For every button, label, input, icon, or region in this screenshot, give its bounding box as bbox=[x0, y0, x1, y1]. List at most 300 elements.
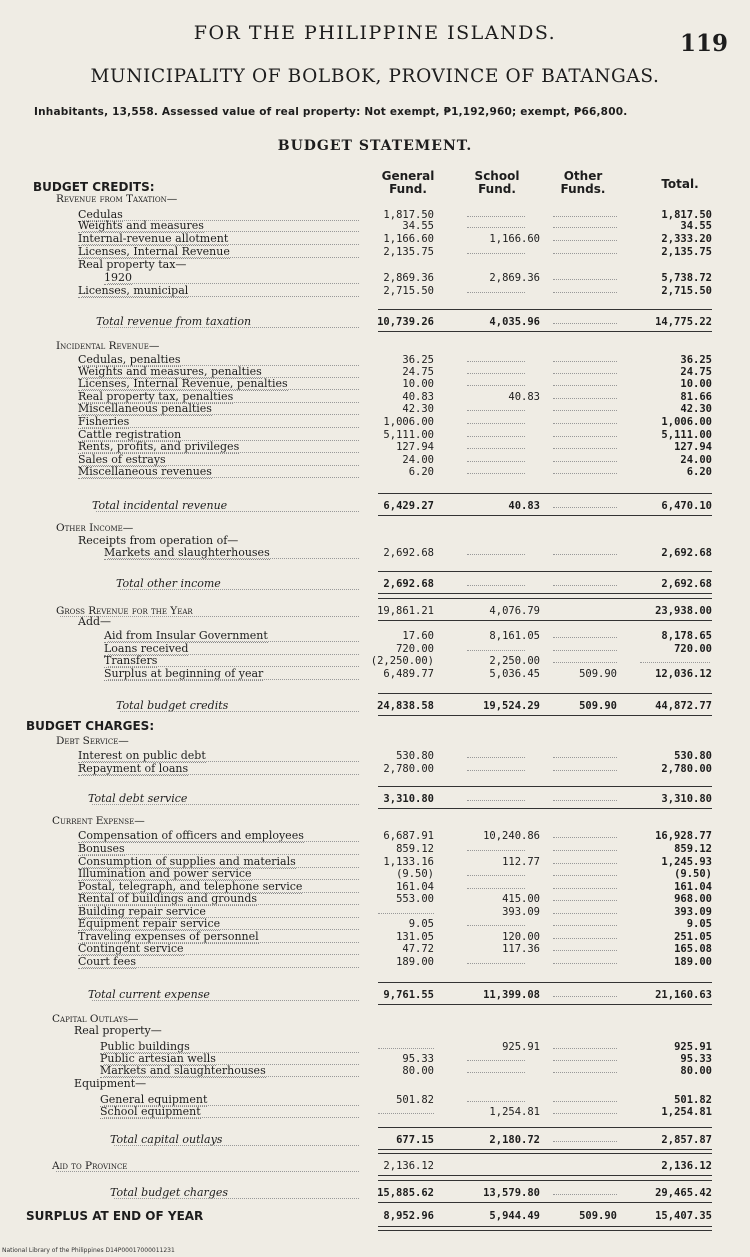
empty-cell-dots bbox=[553, 925, 617, 926]
subtotal-rule bbox=[378, 786, 712, 787]
row-label: Bonuses bbox=[78, 842, 125, 855]
empty-cell-dots bbox=[467, 253, 525, 254]
cell-sch: 2,250.00 bbox=[489, 655, 540, 667]
empty-cell-dots bbox=[467, 800, 525, 801]
row-label: Cattle registration bbox=[78, 428, 182, 441]
empty-cell-dots bbox=[467, 227, 525, 228]
table-row bbox=[0, 259, 750, 271]
cell-gen: 47.72 bbox=[402, 943, 434, 955]
cell-gen: 34.55 bbox=[402, 220, 434, 232]
table-row bbox=[0, 233, 750, 245]
cell-gen: 10,739.26 bbox=[377, 316, 434, 328]
empty-cell-dots bbox=[553, 1072, 617, 1073]
cell-tot: 34.55 bbox=[680, 220, 712, 232]
empty-cell-dots bbox=[467, 757, 525, 758]
table-row bbox=[0, 340, 750, 352]
footer-note: National Library of the Philippines D14P00017000011231 bbox=[2, 1247, 175, 1254]
row-label: Aid from Insular Government bbox=[104, 629, 268, 642]
cell-tot: 530.80 bbox=[674, 750, 712, 762]
cell-tot: 2,780.00 bbox=[661, 763, 712, 775]
leader-dots bbox=[120, 589, 359, 590]
empty-cell-dots bbox=[467, 292, 525, 293]
table-row bbox=[0, 720, 750, 732]
subtotal-under-rule bbox=[378, 715, 712, 716]
row-label: Revenue from Taxation— bbox=[56, 193, 178, 205]
table-row bbox=[0, 547, 750, 559]
cell-gen: 2,780.00 bbox=[383, 763, 434, 775]
row-label: Total current expense bbox=[88, 988, 210, 1001]
cell-tot: 925.91 bbox=[674, 1041, 712, 1053]
cell-tot: 1,817.50 bbox=[661, 209, 712, 221]
cell-tot: 12,036.12 bbox=[655, 668, 712, 680]
table-row bbox=[0, 630, 750, 642]
cell-gen: 24,838.58 bbox=[377, 700, 434, 712]
empty-cell-dots bbox=[467, 473, 525, 474]
page-number: 119 bbox=[679, 30, 728, 57]
cell-tot: 2,692.68 bbox=[661, 578, 712, 590]
cell-gen: 2,692.68 bbox=[383, 547, 434, 559]
empty-cell-dots bbox=[553, 650, 617, 651]
row-label: Equipment— bbox=[74, 1077, 147, 1090]
empty-cell-dots bbox=[467, 385, 525, 386]
cell-gen: 6,429.27 bbox=[383, 500, 434, 512]
table-row bbox=[0, 1106, 750, 1118]
row-label: Real property— bbox=[74, 1024, 162, 1037]
row-label: Licenses, municipal bbox=[78, 284, 189, 297]
cell-sch: 925.91 bbox=[502, 1041, 540, 1053]
leader-dots bbox=[92, 804, 359, 805]
empty-cell-dots bbox=[553, 361, 617, 362]
running-head: FOR THE PHILIPPINE ISLANDS. bbox=[193, 22, 557, 44]
cell-gen: 2,869.36 bbox=[383, 272, 434, 284]
cell-tot: 2,333.20 bbox=[661, 233, 712, 245]
cell-gen: 6,489.77 bbox=[383, 668, 434, 680]
table-row bbox=[0, 1210, 750, 1222]
leader-dots bbox=[108, 679, 359, 680]
cell-tot: 36.25 bbox=[680, 354, 712, 366]
table-row bbox=[0, 578, 750, 590]
row-label: Cedulas bbox=[78, 208, 123, 221]
empty-cell-dots bbox=[467, 216, 525, 217]
empty-cell-dots bbox=[467, 925, 525, 926]
cell-sch: 5,944.49 bbox=[489, 1210, 540, 1222]
table-row bbox=[0, 193, 750, 205]
row-label: Traveling expenses of personnel bbox=[78, 930, 259, 943]
cell-tot: 24.75 bbox=[680, 366, 712, 378]
row-label: Markets and slaughterhouses bbox=[100, 1064, 266, 1077]
table-row bbox=[0, 1025, 750, 1037]
cell-sch: 112.77 bbox=[502, 856, 540, 868]
row-label: BUDGET CHARGES: bbox=[26, 719, 155, 733]
empty-cell-dots bbox=[467, 963, 525, 964]
table-row bbox=[0, 989, 750, 1001]
row-label: Total revenue from taxation bbox=[96, 315, 252, 328]
column-header-school-line1: School bbox=[474, 169, 520, 183]
empty-cell-dots bbox=[553, 888, 617, 889]
table-row bbox=[0, 763, 750, 775]
cell-tot: 501.82 bbox=[674, 1094, 712, 1106]
row-label: Debt Service— bbox=[56, 735, 129, 747]
cell-gen: 2,715.50 bbox=[383, 285, 434, 297]
cell-gen: 2,692.68 bbox=[383, 578, 434, 590]
row-label: Capital Outlays— bbox=[52, 1013, 139, 1025]
empty-cell-dots bbox=[553, 950, 617, 951]
cell-gen: 2,136.12 bbox=[383, 1160, 434, 1172]
subtotal-rule bbox=[378, 1153, 712, 1154]
table-row bbox=[0, 943, 750, 955]
cell-gen: 2,135.75 bbox=[383, 246, 434, 258]
row-label: Rental of buildings and grounds bbox=[78, 892, 258, 905]
table-row bbox=[0, 522, 750, 534]
empty-cell-dots bbox=[553, 461, 617, 462]
cell-tot: 81.66 bbox=[680, 391, 712, 403]
row-label: School equipment bbox=[100, 1105, 201, 1118]
cell-gen: 859.12 bbox=[396, 843, 434, 855]
final-double-rule bbox=[378, 1226, 712, 1231]
cell-tot: 3,310.80 bbox=[661, 793, 712, 805]
subtotal-rule bbox=[378, 693, 712, 694]
cell-gen: 15,885.62 bbox=[377, 1187, 434, 1199]
row-label: Equipment repair service bbox=[78, 917, 221, 930]
empty-cell-dots bbox=[378, 1048, 434, 1049]
row-label: Licenses, Internal Revenue, penalties bbox=[78, 377, 288, 390]
table-row bbox=[0, 441, 750, 453]
inhabitants-line: Inhabitants, 13,558. Assessed value of real property: Not exempt, ₱1,192,960; exempt, ₱66,800. bbox=[34, 106, 628, 118]
empty-cell-dots bbox=[553, 398, 617, 399]
leader-dots bbox=[56, 1171, 359, 1172]
cell-sch: 2,869.36 bbox=[489, 272, 540, 284]
leader-dots bbox=[82, 967, 359, 968]
row-label: Consumption of supplies and materials bbox=[78, 855, 296, 868]
table-row bbox=[0, 616, 750, 628]
table-row bbox=[0, 655, 750, 667]
cell-oth: 509.90 bbox=[579, 1210, 617, 1222]
subtotal-under-rule bbox=[378, 1202, 712, 1203]
cell-sch: 4,035.96 bbox=[489, 316, 540, 328]
subtotal-under-rule bbox=[378, 1149, 712, 1150]
row-label: Public buildings bbox=[100, 1040, 190, 1053]
empty-cell-dots bbox=[467, 850, 525, 851]
leader-dots bbox=[82, 296, 359, 297]
cell-tot: 2,857.87 bbox=[661, 1134, 712, 1146]
cell-tot: 1,254.81 bbox=[661, 1106, 712, 1118]
cell-gen: (2,250.00) bbox=[370, 655, 434, 667]
row-label: Transfers bbox=[104, 654, 158, 667]
empty-cell-dots bbox=[467, 875, 525, 876]
cell-tot: 29,465.42 bbox=[655, 1187, 712, 1199]
empty-cell-dots bbox=[553, 448, 617, 449]
cell-tot: 14,775.22 bbox=[655, 316, 712, 328]
empty-cell-dots bbox=[467, 436, 525, 437]
leader-dots bbox=[114, 1198, 359, 1199]
column-header-general-line1: General bbox=[381, 169, 435, 183]
leader-dots bbox=[100, 327, 359, 328]
cell-gen: 10.00 bbox=[402, 378, 434, 390]
row-label: Total debt service bbox=[88, 792, 188, 805]
cell-gen: 161.04 bbox=[396, 881, 434, 893]
subtotal-under-rule bbox=[378, 1175, 712, 1176]
cell-gen: 24.75 bbox=[402, 366, 434, 378]
empty-cell-dots bbox=[467, 448, 525, 449]
empty-cell-dots bbox=[553, 436, 617, 437]
cell-sch: 1,254.81 bbox=[489, 1106, 540, 1118]
subtotal-rule bbox=[378, 1127, 712, 1128]
cell-gen: 42.30 bbox=[402, 403, 434, 415]
cell-sch: 415.00 bbox=[502, 893, 540, 905]
empty-cell-dots bbox=[553, 253, 617, 254]
table-row bbox=[0, 793, 750, 805]
empty-cell-dots bbox=[553, 637, 617, 638]
empty-cell-dots bbox=[553, 323, 617, 324]
leader-dots bbox=[120, 711, 359, 712]
cell-gen: 6,687.91 bbox=[383, 830, 434, 842]
subtotal-under-rule bbox=[378, 331, 712, 332]
cell-gen: 6.20 bbox=[408, 466, 434, 478]
empty-cell-dots bbox=[553, 837, 617, 838]
cell-gen: 80.00 bbox=[402, 1065, 434, 1077]
row-label: Public artesian wells bbox=[100, 1052, 216, 1065]
row-label: Compensation of officers and employees bbox=[78, 829, 304, 842]
table-row bbox=[0, 272, 750, 284]
column-header-other-line2: Funds. bbox=[560, 182, 606, 196]
cell-tot: 393.09 bbox=[674, 906, 712, 918]
row-label: Gross Revenue for the Year bbox=[56, 605, 193, 617]
cell-tot: 720.00 bbox=[674, 643, 712, 655]
row-label: Weights and measures bbox=[78, 219, 204, 232]
subtotal-under-rule bbox=[378, 808, 712, 809]
row-label: Illumination and power service bbox=[78, 867, 252, 880]
cell-gen: 720.00 bbox=[396, 643, 434, 655]
cell-tot: 189.00 bbox=[674, 956, 712, 968]
cell-sch: 4,076.79 bbox=[489, 605, 540, 617]
cell-sch: 19,524.29 bbox=[483, 700, 540, 712]
row-label: Total budget charges bbox=[110, 1186, 228, 1199]
table-row bbox=[0, 918, 750, 930]
empty-cell-dots bbox=[553, 1048, 617, 1049]
column-header-general-line2: Fund. bbox=[389, 182, 427, 196]
row-label: Interest on public debt bbox=[78, 749, 206, 762]
cell-gen: 3,310.80 bbox=[383, 793, 434, 805]
cell-sch: 5,036.45 bbox=[489, 668, 540, 680]
table-row bbox=[0, 668, 750, 680]
row-label: Other Income— bbox=[56, 522, 134, 534]
cell-tot: 2,692.68 bbox=[661, 547, 712, 559]
table-row bbox=[0, 815, 750, 827]
cell-tot: 165.08 bbox=[674, 943, 712, 955]
empty-cell-dots bbox=[553, 1194, 617, 1195]
subtotal-rule bbox=[378, 982, 712, 983]
empty-cell-dots bbox=[553, 1141, 617, 1142]
cell-tot: 23,938.00 bbox=[655, 605, 712, 617]
empty-cell-dots bbox=[553, 1113, 617, 1114]
table-row bbox=[0, 220, 750, 232]
table-row bbox=[0, 1187, 750, 1199]
statement-title: BUDGET STATEMENT. bbox=[277, 138, 473, 154]
row-label: Miscellaneous revenues bbox=[78, 465, 212, 478]
cell-tot: 42.30 bbox=[680, 403, 712, 415]
empty-cell-dots bbox=[553, 385, 617, 386]
empty-cell-dots bbox=[553, 216, 617, 217]
empty-cell-dots bbox=[553, 875, 617, 876]
empty-cell-dots bbox=[553, 863, 617, 864]
subtotal-rule bbox=[378, 598, 712, 599]
cell-tot: 2,136.12 bbox=[661, 1160, 712, 1172]
cell-tot: (9.50) bbox=[674, 868, 712, 880]
empty-cell-dots bbox=[553, 913, 617, 914]
cell-tot: 6,470.10 bbox=[661, 500, 712, 512]
cell-sch: 40.83 bbox=[508, 391, 540, 403]
empty-cell-dots bbox=[553, 662, 617, 663]
row-label: Total capital outlays bbox=[110, 1133, 223, 1146]
table-row bbox=[0, 830, 750, 842]
table-row bbox=[0, 1065, 750, 1077]
cell-tot: 21,160.63 bbox=[655, 989, 712, 1001]
row-label: Aid to Province bbox=[52, 1160, 128, 1172]
cell-tot: 968.00 bbox=[674, 893, 712, 905]
row-label: Internal-revenue allotment bbox=[78, 232, 229, 245]
cell-sch: 117.36 bbox=[502, 943, 540, 955]
table-row bbox=[0, 1160, 750, 1172]
empty-cell-dots bbox=[553, 227, 617, 228]
cell-gen: 36.25 bbox=[402, 354, 434, 366]
cell-sch: 1,166.60 bbox=[489, 233, 540, 245]
cell-oth: 509.90 bbox=[579, 668, 617, 680]
row-label: Real property tax, penalties bbox=[78, 390, 234, 403]
cell-gen: 677.15 bbox=[396, 1134, 434, 1146]
empty-cell-dots bbox=[553, 279, 617, 280]
cell-tot: 2,715.50 bbox=[661, 285, 712, 297]
cell-sch: 8,161.05 bbox=[489, 630, 540, 642]
cell-gen: 530.80 bbox=[396, 750, 434, 762]
subtotal-under-rule bbox=[378, 515, 712, 516]
cell-tot: 2,135.75 bbox=[661, 246, 712, 258]
leader-dots bbox=[96, 511, 359, 512]
row-label: 1920 bbox=[104, 271, 132, 284]
cell-gen: 1,817.50 bbox=[383, 209, 434, 221]
table-row bbox=[0, 285, 750, 297]
table-row bbox=[0, 1078, 750, 1090]
row-label: Loans received bbox=[104, 642, 189, 655]
table-row bbox=[0, 868, 750, 880]
row-label: SURPLUS AT END OF YEAR bbox=[26, 1209, 204, 1223]
row-label: Sales of estrays bbox=[78, 453, 166, 466]
empty-cell-dots bbox=[553, 507, 617, 508]
cell-tot: 6.20 bbox=[686, 466, 712, 478]
cell-tot: 10.00 bbox=[680, 378, 712, 390]
empty-cell-dots bbox=[553, 770, 617, 771]
table-row bbox=[0, 735, 750, 747]
row-label: Fisheries bbox=[78, 415, 130, 428]
column-header-other-line1: Other bbox=[563, 169, 603, 183]
row-label: Receipts from operation of— bbox=[78, 534, 239, 547]
leader-dots bbox=[82, 477, 359, 478]
cell-sch: 393.09 bbox=[502, 906, 540, 918]
row-label: Current Expense— bbox=[52, 815, 145, 827]
cell-tot: 1,006.00 bbox=[661, 416, 712, 428]
cell-gen: 189.00 bbox=[396, 956, 434, 968]
leader-dots bbox=[104, 1117, 359, 1118]
cell-gen: (9.50) bbox=[396, 868, 434, 880]
subtotal-rule bbox=[378, 493, 712, 494]
cell-gen: 1,006.00 bbox=[383, 416, 434, 428]
cell-sch: 2,180.72 bbox=[489, 1134, 540, 1146]
subtotal-rule bbox=[378, 309, 712, 310]
empty-cell-dots bbox=[467, 410, 525, 411]
cell-tot: 24.00 bbox=[680, 454, 712, 466]
empty-cell-dots bbox=[553, 410, 617, 411]
cell-sch: 120.00 bbox=[502, 931, 540, 943]
row-label: Total budget credits bbox=[116, 699, 229, 712]
empty-cell-dots bbox=[467, 1101, 525, 1102]
table-row bbox=[0, 750, 750, 762]
leader-dots bbox=[108, 558, 359, 559]
empty-cell-dots bbox=[378, 1113, 434, 1114]
table-row bbox=[0, 403, 750, 415]
table-row bbox=[0, 500, 750, 512]
cell-tot: 251.05 bbox=[674, 931, 712, 943]
empty-cell-dots bbox=[553, 423, 617, 424]
empty-cell-dots bbox=[467, 423, 525, 424]
leader-dots bbox=[114, 1145, 359, 1146]
row-label: Building repair service bbox=[78, 905, 206, 918]
row-label: BUDGET CREDITS: bbox=[33, 180, 155, 194]
table-row bbox=[0, 416, 750, 428]
empty-cell-dots bbox=[467, 361, 525, 362]
cell-sch: 13,579.80 bbox=[483, 1187, 540, 1199]
cell-gen: 24.00 bbox=[402, 454, 434, 466]
empty-cell-dots bbox=[553, 373, 617, 374]
row-label: Court fees bbox=[78, 955, 137, 968]
cell-tot: 95.33 bbox=[680, 1053, 712, 1065]
row-label: Miscellaneous penalties bbox=[78, 402, 212, 415]
subtotal-under-rule bbox=[378, 1004, 712, 1005]
row-label: Licenses, Internal Revenue bbox=[78, 245, 230, 258]
cell-tot: 1,245.93 bbox=[661, 856, 712, 868]
cell-gen: 5,111.00 bbox=[383, 429, 434, 441]
cell-tot: 15,407.35 bbox=[655, 1210, 712, 1222]
cell-gen: 9.05 bbox=[408, 918, 434, 930]
cell-tot: 80.00 bbox=[680, 1065, 712, 1077]
row-label: Weights and measures, penalties bbox=[78, 365, 262, 378]
row-label: Markets and slaughterhouses bbox=[104, 546, 270, 559]
cell-gen: 8,952.96 bbox=[383, 1210, 434, 1222]
empty-cell-dots bbox=[553, 850, 617, 851]
leader-dots bbox=[82, 774, 359, 775]
cell-sch: 11,399.08 bbox=[483, 989, 540, 1001]
cell-sch: 40.83 bbox=[508, 500, 540, 512]
subtotal-rule bbox=[378, 571, 712, 572]
empty-cell-dots bbox=[467, 1072, 525, 1073]
row-label: General equipment bbox=[100, 1093, 208, 1106]
column-header-school-line2: Fund. bbox=[478, 182, 516, 196]
empty-cell-dots bbox=[378, 913, 434, 914]
empty-cell-dots bbox=[553, 1101, 617, 1102]
cell-tot: 9.05 bbox=[686, 918, 712, 930]
empty-cell-dots bbox=[467, 650, 525, 651]
table-row bbox=[0, 1134, 750, 1146]
empty-cell-dots bbox=[467, 1060, 525, 1061]
cell-gen: 40.83 bbox=[402, 391, 434, 403]
row-label: Contingent service bbox=[78, 942, 184, 955]
row-label: Cedulas, penalties bbox=[78, 353, 181, 366]
empty-cell-dots bbox=[553, 757, 617, 758]
row-label: Repayment of loans bbox=[78, 762, 189, 775]
empty-cell-dots bbox=[553, 900, 617, 901]
empty-cell-dots bbox=[553, 292, 617, 293]
row-label: Incidental Revenue— bbox=[56, 340, 160, 352]
subtotal-under-rule bbox=[378, 593, 712, 594]
table-row bbox=[0, 181, 750, 193]
